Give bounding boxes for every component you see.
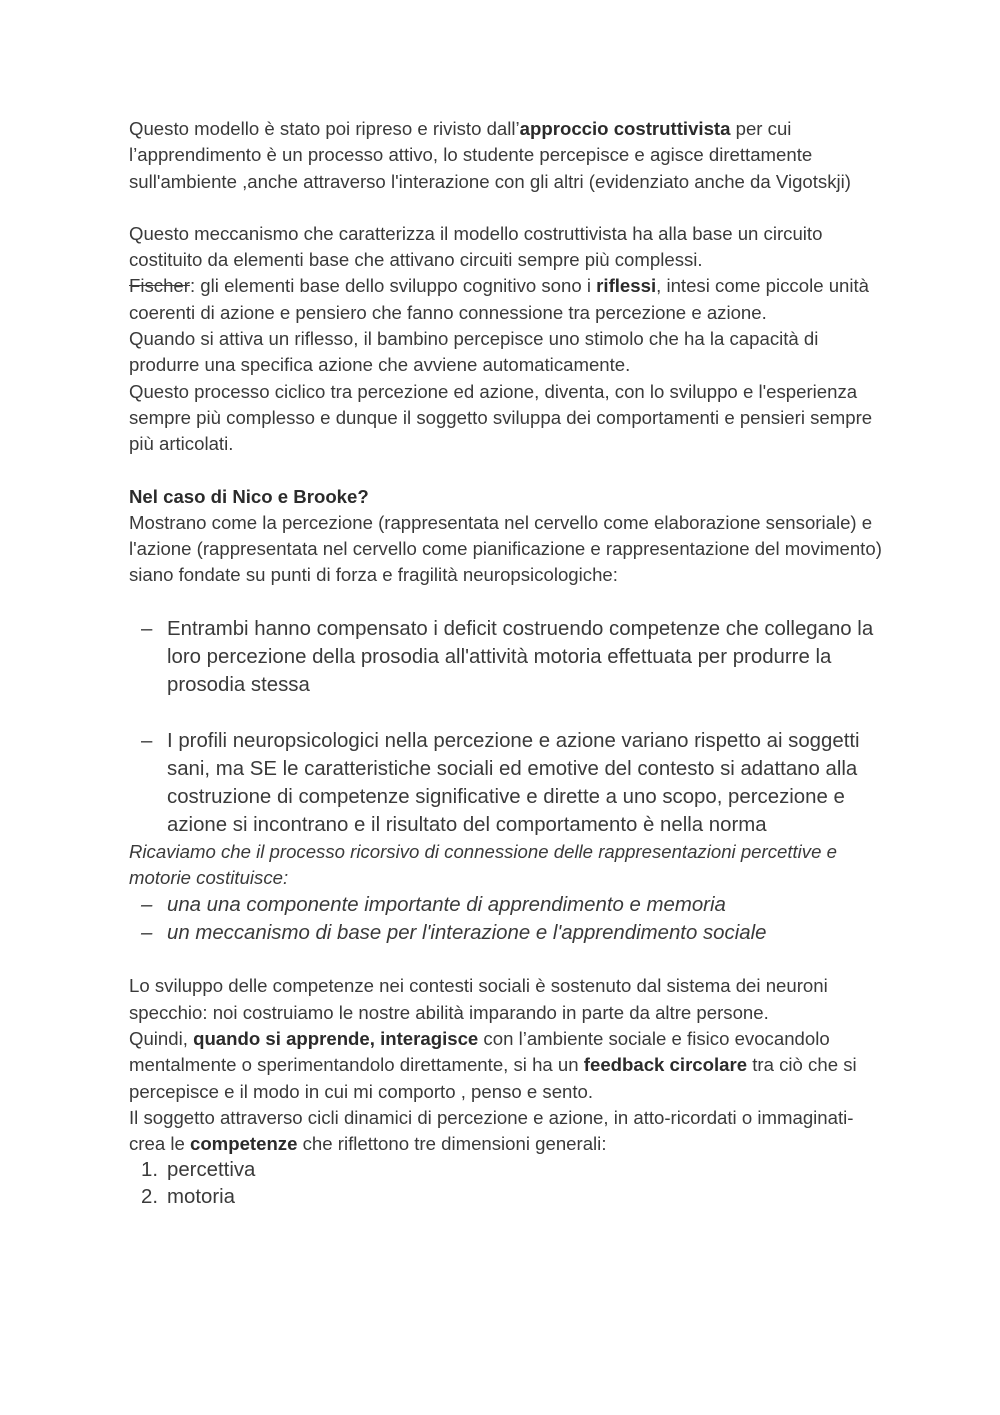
list-number: 2. — [141, 1186, 159, 1209]
text: Questo modello è stato poi ripreso e rivisto dall’ — [129, 118, 520, 139]
text: per cui l’apprendimento è un processo attivo, lo studente percepisce e agisce direttamente sull'ambiente ,anche attraverso l'interazione con gli altri (evidenziato anche da Vigotskji) — [129, 118, 851, 192]
italic-intro: Ricaviamo che il processo ricorsivo di connessione delle rappresentazioni percettive e motorie costituisce: — [129, 840, 837, 889]
paragraph-meccanismo — [129, 221, 889, 458]
bold-term: approccio costruttivista — [519, 118, 731, 139]
strikethrough-name: Fischer — [129, 275, 190, 297]
text: , intesi come piccole unità coerenti di azione e pensiero che fanno connessione tra percezione e azione. — [129, 275, 870, 323]
text: Questo processo ciclico tra percezione ed azione, diventa, con lo sviluppo e l'esperienza sempre più complesso e dunque il soggetto sviluppa dei comportamenti e pensieri sempre più articolati. — [129, 380, 873, 455]
text: Quindi, — [129, 1027, 194, 1049]
text: con l’ambiente sociale e fisico evocandolo mentalmente o sperimentandolo direttamente, si ha un — [129, 1027, 830, 1076]
text: Quando si attiva un riflesso, il bambino percepisce uno stimolo che ha la capacità di produrre una specifica azione che avviene automaticamente. — [129, 328, 819, 376]
list-item — [129, 1157, 889, 1184]
document-page — [129, 116, 889, 1211]
text: che riflettono tre dimensioni generali: — [297, 1133, 607, 1155]
text: tra ciò che si percepisce e il modo in cui mi comporto , penso e sento. — [129, 1054, 857, 1102]
list-item: – I profili neuropsicologici nella percezione e azione variano rispetto ai soggetti sani, ma SE le caratteristiche sociali ed emotive del contesto si adattano alla costruzione di competenze significative e dirette a uno scopo, percezione e azione si incontrano e il risultato del comportamento è nella norma — [129, 727, 889, 839]
section-heading — [129, 484, 889, 510]
paragraph-neuroni-specchio — [129, 973, 889, 1157]
text: Il soggetto attraverso cicli dinamici di percezione e azione, in atto-ricordati o immaginati- crea le — [129, 1106, 854, 1155]
list-label: motoria — [167, 1186, 235, 1209]
dash-list — [129, 615, 889, 839]
list-item: – una una componente importante di apprendimento e memoria — [129, 891, 889, 919]
list-number: 1. — [141, 1159, 159, 1182]
numbered-list — [129, 1157, 889, 1211]
list-label: percettiva — [167, 1159, 256, 1182]
bold-term: feedback circolare — [583, 1054, 748, 1076]
list-item: – un meccanismo di base per l'interazione e l'apprendimento sociale — [129, 919, 889, 947]
bold-term: riflessi — [596, 275, 657, 297]
bold-term: quando si apprende, interagisce — [193, 1027, 479, 1049]
list-item — [129, 1184, 889, 1211]
list-item: – Entrambi hanno compensato i deficit costruendo competenze che collegano la loro percezione della prosodia all'attività motoria effettuata per produrre la prosodia stessa — [129, 615, 889, 699]
bold-term: competenze — [189, 1133, 298, 1155]
italic-dash-list — [129, 891, 889, 947]
text: : gli elementi base dello sviluppo cognitivo sono i — [189, 275, 597, 297]
text: Lo sviluppo delle competenze nei contesti sociali è sostenuto dal sistema dei neuroni specchio: noi costruiamo le nostre abilità imparando in parte da altre persone. — [129, 975, 828, 1023]
paragraph-costruttivista — [129, 116, 889, 195]
heading-text: Nel caso di Nico e Brooke? — [129, 485, 369, 507]
text: Questo meccanismo che caratterizza il modello costruttivista ha alla base un circuito costituito da elementi base che attivano circuiti sempre più complessi. — [129, 222, 823, 271]
paragraph-nico-brooke: Mostrano come la percezione (rappresentata nel cervello come elaborazione sensoriale) e l'azione (rappresentata nel cervello come pianificazione e rappresentazione del movimento) siano fondate su punti di forza e fragilità neuropsicologiche: — [129, 511, 882, 586]
